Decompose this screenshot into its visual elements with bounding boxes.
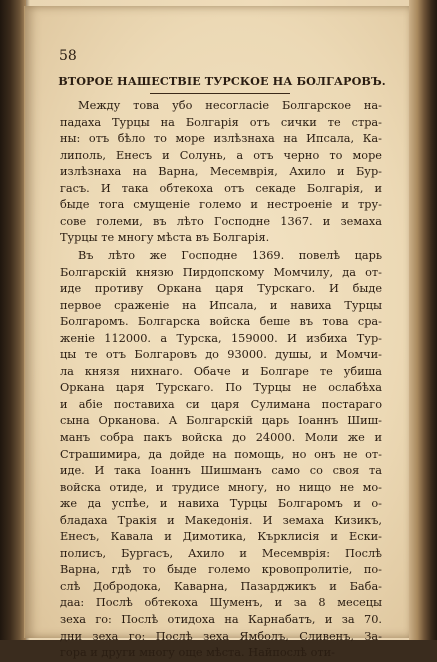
page-edge-shadow [409, 0, 437, 640]
text-line: манъ собра пакъ войска до 24000. Моли же и [60, 431, 382, 445]
heading-rule [150, 93, 290, 94]
book-gutter [0, 0, 26, 640]
paragraph-1 [60, 98, 382, 247]
text-line: цы те отъ Болгаровъ до 93000. душы, и Момчи- [60, 348, 382, 362]
text-line: гасъ. И така обтекоха отъ секаде Болгарія, и [60, 181, 382, 195]
chapter-heading: ВТОРОЕ НАШЕСТВІЕ ТУРСКОЕ НА БОЛГАРОВЪ. [58, 74, 386, 88]
text-line: Между това убо несогласіе Болгарское на- [78, 99, 382, 112]
text-line: первое сраженіе на Ипсала, и навиха Турцы [60, 298, 382, 312]
text-line: полисъ, Бургасъ, Ахило и Месемврія: Послѣ [60, 546, 382, 560]
text-line: падаха Турцы на Болгарія отъ сички те стра- [60, 115, 382, 129]
text-line: Болгарскій князю Пирдопскому Момчилу, да от- [60, 265, 382, 279]
text-line: же да успѣе, и навиха Турцы Болгаромъ и о- [60, 497, 382, 511]
text-line: бладаха Тракія и Македонія. И земаха Кизикъ, [60, 513, 382, 527]
text-line: быде тога смущеніе големо и нестроеніе и тру- [60, 198, 382, 212]
text-line: гора и други многу още мѣста. Найпослѣ оти- [60, 646, 335, 660]
text-line: ны: отъ бѣло то море излѣзнаха на Ипсала, Ка- [60, 132, 382, 146]
text-line: Въ лѣто же Господне 1369. повелѣ царь [78, 249, 382, 262]
text-line: Турцы те многу мѣста въ Болгарія. [60, 231, 270, 245]
text-line: зеха го: Послѣ отидоха на Карнабатъ, и за 70. [60, 613, 382, 627]
text-line: иде противу Оркана царя Турскаго. И быде [60, 282, 382, 296]
text-line: излѣзнаха на Варна, Месемврія, Ахило и Бур- [60, 165, 382, 179]
text-line: дни зеха го: Послѣ зеха Ямболъ, Сливенъ, За- [60, 629, 382, 643]
text-line: сына Оркановa. А Болгарскій царь Іоаннъ Шиш- [60, 414, 382, 428]
text-line: и абіе поставиха си царя Сулимана постараго [60, 397, 382, 411]
text-line: даа: Послѣ обтекоха Шуменъ, и за 8 месецы [60, 596, 382, 610]
text-line: иде. И така Іоаннъ Шишманъ само со своя та [60, 464, 382, 478]
text-line: слѣ Добродока, Каварна, Пазарджикъ и Баба- [60, 579, 382, 593]
text-line: Оркана царя Турскаго. По Турцы не ослабѣха [60, 381, 382, 395]
text-line: липоль, Енесъ и Солунь, а отъ черно то море [60, 148, 382, 162]
text-line: сове големи, въ лѣто Господне 1367. и земаха [60, 214, 382, 228]
text-line: Страшимира, да дойде на помощь, но онъ не от- [60, 447, 382, 461]
text-line: ла князя нихнаго. Обаче и Болгаре те убиша [60, 364, 382, 378]
page-number: 58 [59, 48, 77, 64]
text-line: войска отиде, и трудисе многу, но нищо не мо- [60, 480, 382, 494]
text-line: женіе 112000. а Турска, 159000. И избиха Тур- [60, 331, 382, 345]
paragraph-2 [60, 248, 382, 662]
text-line: Енесъ, Кавала и Димотика, Кърклисія и Ески- [60, 530, 382, 544]
text-line: Болгаромъ. Болгарска войска беше въ това сра- [60, 315, 382, 329]
text-line: Варна, гдѣ то быде големо кровопролитіе, по- [60, 563, 382, 577]
